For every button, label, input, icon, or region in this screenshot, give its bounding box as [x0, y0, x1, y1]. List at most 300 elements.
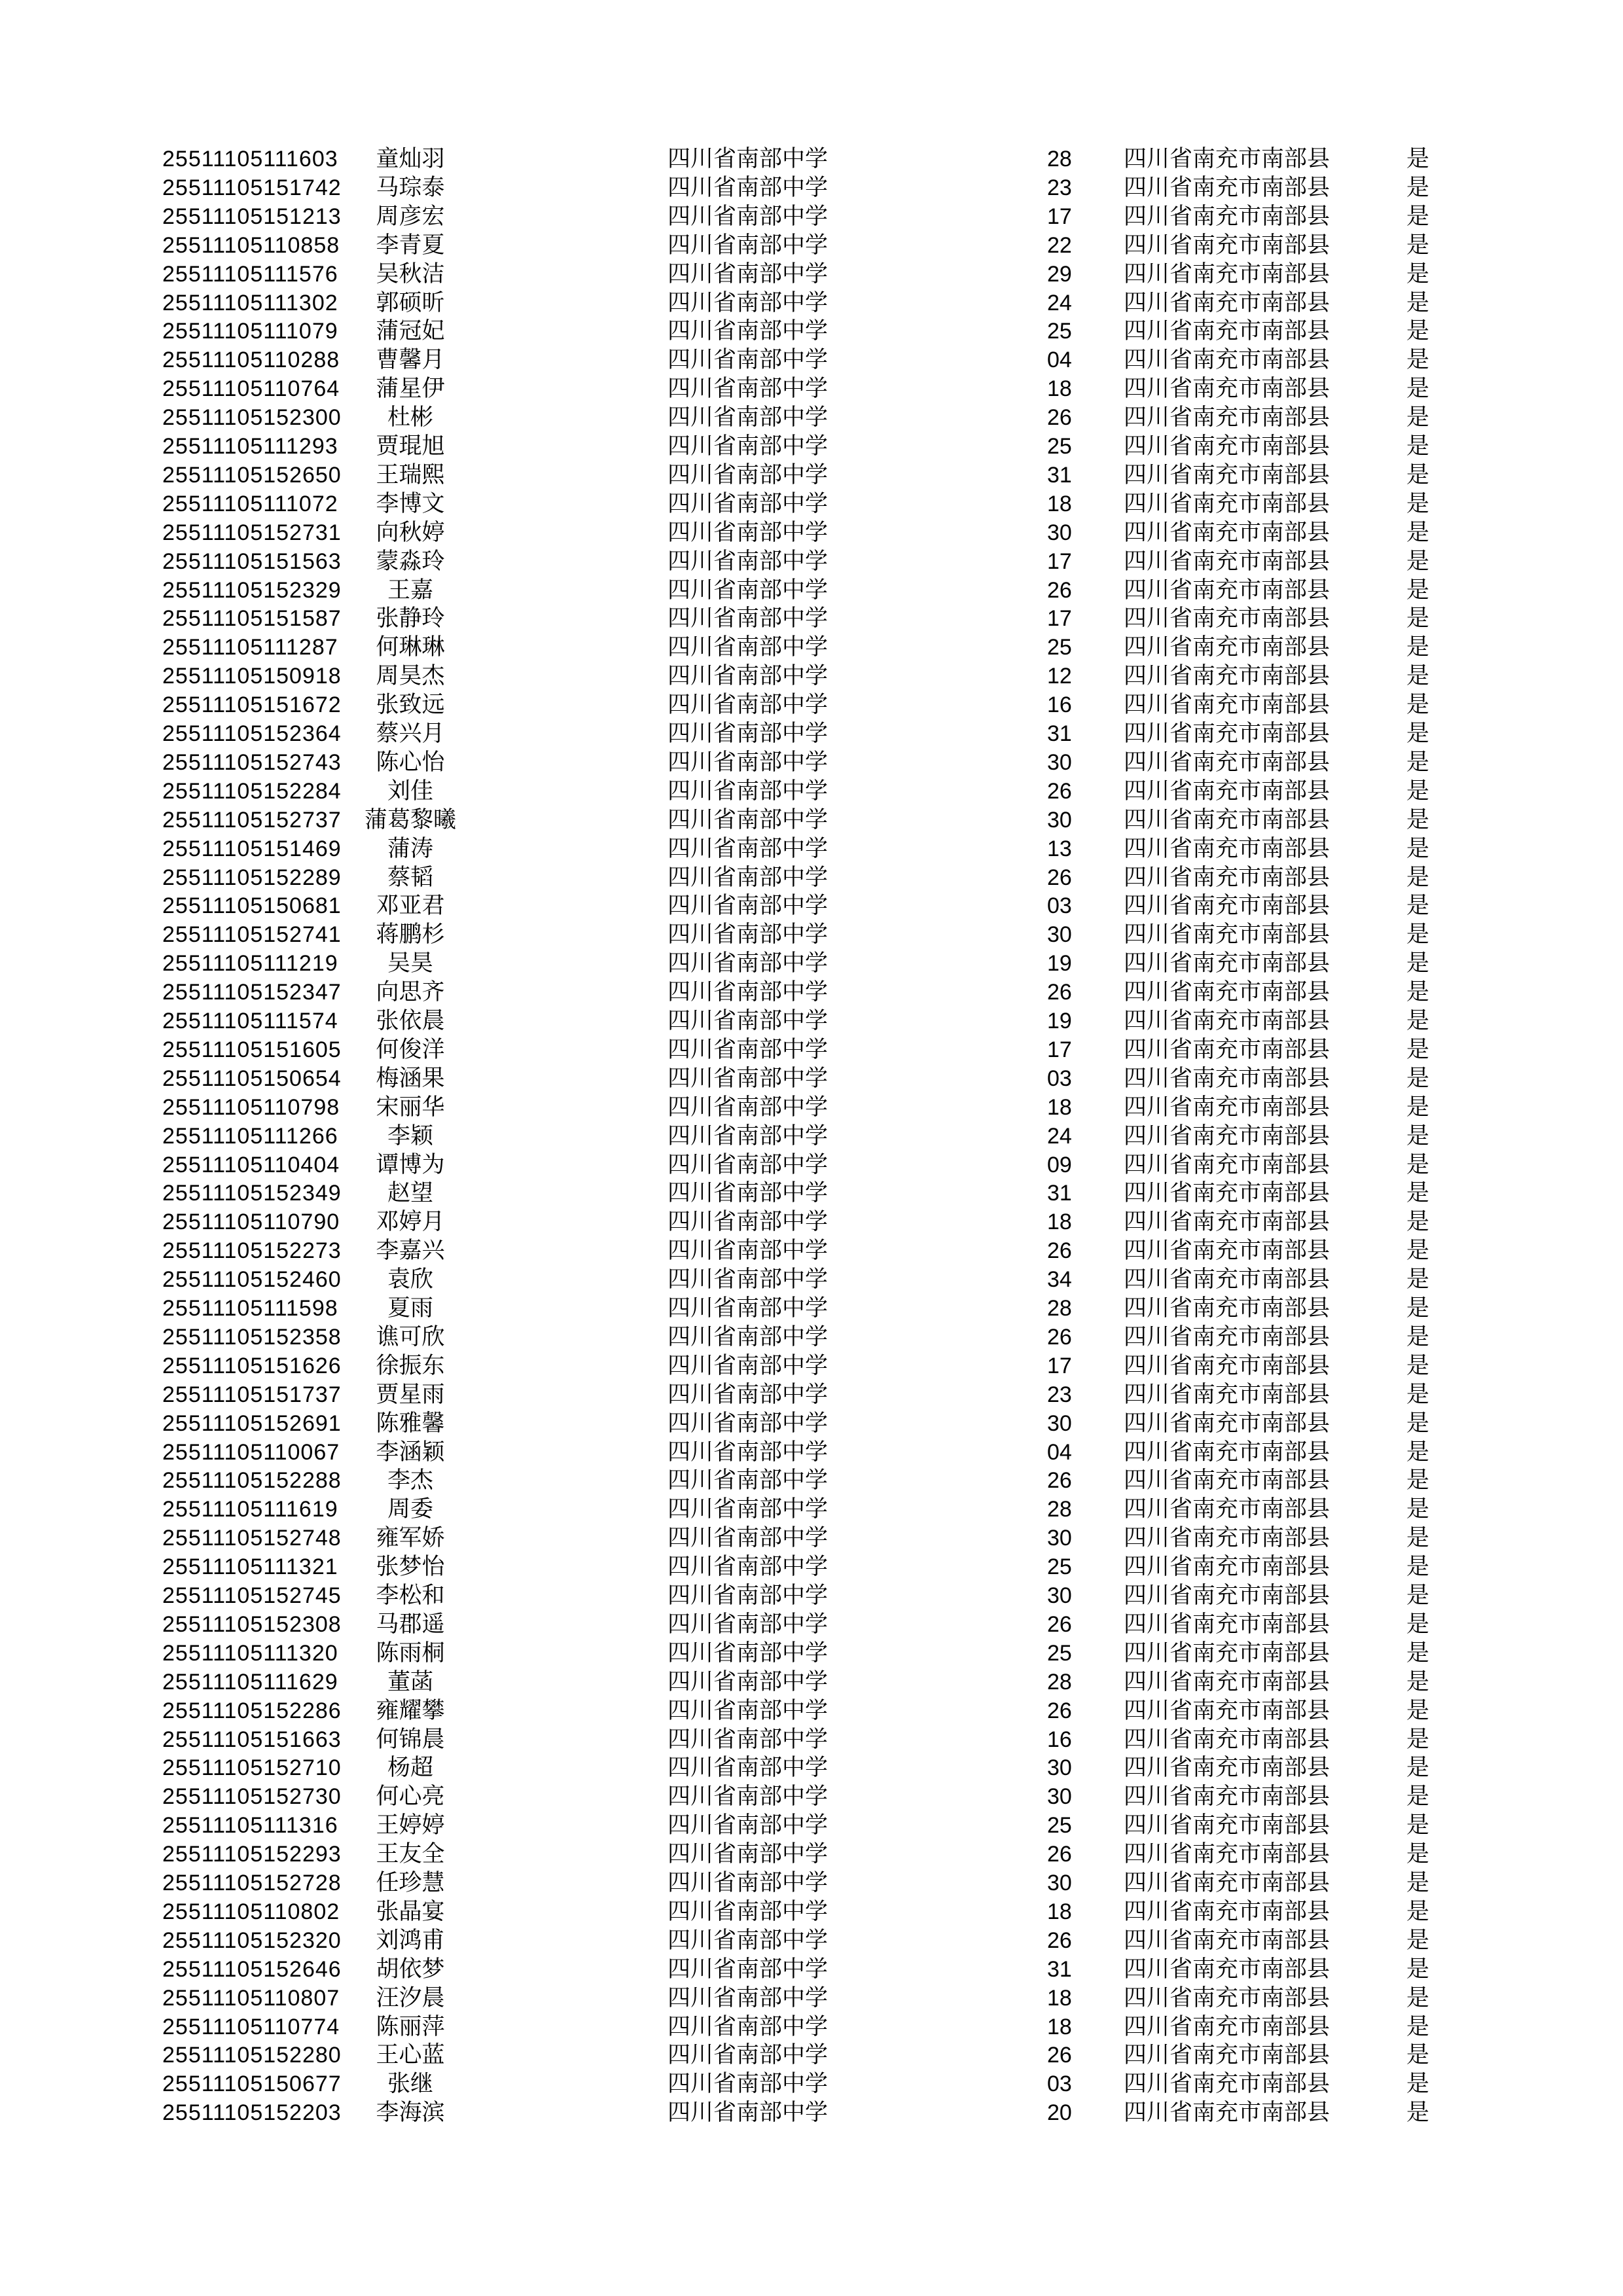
name-cell: 雍军娇: [376, 1525, 445, 1551]
flag-cell: 是: [1406, 1036, 1430, 1062]
flag-cell: 是: [1406, 1323, 1430, 1350]
table-row: [0, 461, 1623, 490]
table-row: [0, 518, 1623, 547]
exam-id-cell: 25511105111576: [162, 261, 338, 287]
school-cell: 四川省南部中学: [668, 1065, 829, 1091]
name-cell: 马琮泰: [376, 174, 445, 200]
exam-id-cell: 25511105110288: [162, 348, 340, 373]
name-cell: 张致远: [376, 692, 445, 718]
exam-id-cell: 25511105152203: [162, 2100, 342, 2126]
school-cell: 四川省南部中学: [668, 692, 829, 718]
exam-id-cell: 25511105152737: [162, 807, 342, 833]
flag-cell: 是: [1406, 1812, 1430, 1839]
school-cell: 四川省南部中学: [668, 376, 829, 402]
name-cell: 杨超: [387, 1755, 433, 1781]
table-row: [0, 289, 1623, 317]
flag-cell: 是: [1406, 1151, 1430, 1177]
score-cell: 12: [1047, 664, 1072, 689]
score-cell: 26: [1047, 865, 1072, 890]
score-cell: 25: [1047, 635, 1072, 660]
score-cell: 29: [1047, 261, 1072, 287]
score-cell: 24: [1047, 1123, 1072, 1149]
school-cell: 四川省南部中学: [668, 605, 829, 632]
exam-id-cell: 25511105151626: [162, 1353, 342, 1378]
name-cell: 贾琨旭: [376, 433, 445, 459]
exam-id-cell: 25511105151663: [162, 1727, 342, 1752]
exam-id-cell: 25511105152347: [162, 980, 342, 1005]
score-cell: 18: [1047, 1899, 1072, 1924]
district-cell: 四川省南充市南部县: [1124, 2100, 1330, 2126]
district-cell: 四川省南充市南部县: [1124, 864, 1330, 890]
district-cell: 四川省南充市南部县: [1124, 1812, 1330, 1839]
table-row: [0, 260, 1623, 289]
name-cell: 何心亮: [376, 1784, 445, 1810]
name-cell: 李嘉兴: [376, 1238, 445, 1264]
district-cell: 四川省南充市南部县: [1124, 1956, 1330, 1982]
school-cell: 四川省南部中学: [668, 1295, 829, 1321]
district-cell: 四川省南充市南部县: [1124, 2042, 1330, 2068]
school-cell: 四川省南部中学: [668, 1812, 829, 1839]
table-row: [0, 1007, 1623, 1035]
name-cell: 曹馨月: [376, 347, 445, 373]
score-cell: 26: [1047, 1468, 1072, 1494]
score-cell: 30: [1047, 922, 1072, 948]
table-row: [0, 1236, 1623, 1265]
exam-id-cell: 25511105152308: [162, 1611, 342, 1637]
score-cell: 26: [1047, 2043, 1072, 2068]
district-cell: 四川省南充市南部县: [1124, 1008, 1330, 1033]
exam-id-cell: 25511105151587: [162, 606, 342, 632]
district-cell: 四川省南充市南部县: [1124, 1266, 1330, 1293]
flag-cell: 是: [1406, 2042, 1430, 2068]
score-cell: 23: [1047, 175, 1072, 200]
district-cell: 四川省南充市南部县: [1124, 1927, 1330, 1953]
district-cell: 四川省南充市南部县: [1124, 721, 1330, 746]
name-cell: 赵望: [387, 1180, 433, 1206]
name-cell: 董菡: [387, 1668, 433, 1695]
district-cell: 四川省南充市南部县: [1124, 1238, 1330, 1264]
school-cell: 四川省南部中学: [668, 1094, 829, 1120]
name-cell: 雍耀攀: [376, 1697, 445, 1723]
school-cell: 四川省南部中学: [668, 203, 829, 229]
exam-id-cell: 25511105111619: [162, 1497, 338, 1522]
name-cell: 童灿羽: [376, 146, 445, 171]
flag-cell: 是: [1406, 1898, 1430, 1924]
exam-id-cell: 25511105152358: [162, 1324, 342, 1350]
exam-id-cell: 25511105152349: [162, 1181, 342, 1206]
exam-id-cell: 25511105152728: [162, 1871, 342, 1895]
school-cell: 四川省南部中学: [668, 433, 829, 459]
table-row: [0, 863, 1623, 892]
score-cell: 03: [1047, 2072, 1072, 2097]
school-cell: 四川省南部中学: [668, 1554, 829, 1580]
exam-id-cell: 25511105152646: [162, 1956, 342, 1982]
table-row: [0, 2013, 1623, 2041]
district-cell: 四川省南充市南部县: [1124, 1209, 1330, 1235]
table-row: [0, 173, 1623, 202]
name-cell: 夏雨: [387, 1295, 433, 1321]
school-cell: 四川省南部中学: [668, 1467, 829, 1494]
score-cell: 18: [1047, 1985, 1072, 2011]
district-cell: 四川省南充市南部县: [1124, 1870, 1330, 1895]
exam-id-cell: 25511105111072: [162, 491, 338, 516]
exam-id-cell: 25511105110404: [162, 1152, 340, 1177]
flag-cell: 是: [1406, 1640, 1430, 1666]
table-row: [0, 346, 1623, 374]
score-cell: 23: [1047, 1382, 1072, 1407]
exam-id-cell: 25511105110764: [162, 376, 340, 402]
school-cell: 四川省南部中学: [668, 1008, 829, 1033]
name-cell: 何琳琳: [376, 634, 445, 660]
name-cell: 王友全: [376, 1841, 445, 1867]
score-cell: 31: [1047, 1956, 1072, 1982]
table-row: [0, 1955, 1623, 1984]
score-cell: 30: [1047, 1784, 1072, 1810]
name-cell: 张梦怡: [376, 1554, 445, 1580]
exam-id-cell: 25511105152460: [162, 1267, 342, 1293]
table-row: [0, 1151, 1623, 1179]
flag-cell: 是: [1406, 1122, 1430, 1149]
score-cell: 34: [1047, 1267, 1072, 1293]
score-cell: 31: [1047, 1181, 1072, 1206]
score-cell: 26: [1047, 405, 1072, 431]
school-cell: 四川省南部中学: [668, 1640, 829, 1666]
name-cell: 张晶宴: [376, 1898, 445, 1924]
score-cell: 03: [1047, 1066, 1072, 1091]
school-cell: 四川省南部中学: [668, 2013, 829, 2039]
score-cell: 20: [1047, 2100, 1072, 2126]
score-cell: 26: [1047, 577, 1072, 603]
exam-id-cell: 25511105150654: [162, 1066, 342, 1091]
flag-cell: 是: [1406, 1841, 1430, 1867]
score-cell: 26: [1047, 778, 1072, 804]
school-cell: 四川省南部中学: [668, 519, 829, 545]
school-cell: 四川省南部中学: [668, 174, 829, 200]
exam-id-cell: 25511105111603: [162, 147, 338, 171]
exam-id-cell: 25511105151605: [162, 1037, 342, 1062]
table-row: [0, 1696, 1623, 1725]
name-cell: 蒲星伊: [376, 376, 445, 402]
flag-cell: 是: [1406, 318, 1430, 344]
exam-id-cell: 25511105152743: [162, 749, 342, 775]
flag-cell: 是: [1406, 1439, 1430, 1465]
score-cell: 16: [1047, 692, 1072, 718]
district-cell: 四川省南充市南部县: [1124, 232, 1330, 258]
school-cell: 四川省南部中学: [668, 1726, 829, 1752]
school-cell: 四川省南部中学: [668, 634, 829, 660]
district-cell: 四川省南充市南部县: [1124, 634, 1330, 660]
district-cell: 四川省南充市南部县: [1124, 893, 1330, 919]
flag-cell: 是: [1406, 461, 1430, 488]
score-cell: 04: [1047, 348, 1072, 373]
exam-id-cell: 25511105152300: [162, 405, 342, 431]
table-row: [0, 1782, 1623, 1811]
exam-id-cell: 25511105111219: [162, 951, 338, 977]
name-cell: 周委: [387, 1496, 433, 1522]
exam-id-cell: 25511105152273: [162, 1238, 342, 1264]
score-cell: 28: [1047, 1669, 1072, 1695]
score-cell: 19: [1047, 1009, 1072, 1033]
flag-cell: 是: [1406, 1984, 1430, 2011]
school-cell: 四川省南部中学: [668, 749, 829, 775]
flag-cell: 是: [1406, 922, 1430, 948]
table-row: [0, 1438, 1623, 1467]
score-cell: 26: [1047, 1611, 1072, 1637]
flag-cell: 是: [1406, 577, 1430, 603]
exam-id-cell: 25511105111316: [162, 1813, 338, 1839]
district-cell: 四川省南充市南部县: [1124, 1898, 1330, 1924]
exam-id-cell: 25511105151672: [162, 692, 342, 718]
name-cell: 徐振东: [376, 1352, 445, 1378]
district-cell: 四川省南充市南部县: [1124, 1094, 1330, 1120]
score-cell: 30: [1047, 749, 1072, 775]
flag-cell: 是: [1406, 1008, 1430, 1033]
school-cell: 四川省南部中学: [668, 1180, 829, 1206]
district-cell: 四川省南充市南部县: [1124, 203, 1330, 229]
table-row: [0, 1581, 1623, 1610]
flag-cell: 是: [1406, 721, 1430, 746]
table-row: [0, 1495, 1623, 1524]
flag-cell: 是: [1406, 174, 1430, 200]
flag-cell: 是: [1406, 1352, 1430, 1378]
school-cell: 四川省南部中学: [668, 1611, 829, 1637]
flag-cell: 是: [1406, 749, 1430, 775]
district-cell: 四川省南充市南部县: [1124, 318, 1330, 344]
exam-id-cell: 25511105152284: [162, 778, 342, 804]
table-row: [0, 231, 1623, 260]
name-cell: 刘佳: [387, 778, 433, 804]
table-row: [0, 1265, 1623, 1294]
name-cell: 李青夏: [376, 232, 445, 258]
table-row: [0, 2098, 1623, 2127]
table-row: [0, 1294, 1623, 1323]
flag-cell: 是: [1406, 203, 1430, 229]
table-row: [0, 949, 1623, 978]
exam-id-cell: 25511105110807: [162, 1985, 340, 2011]
flag-cell: 是: [1406, 2071, 1430, 2097]
exam-id-cell: 25511105110798: [162, 1094, 340, 1120]
name-cell: 张依晨: [376, 1008, 445, 1033]
name-cell: 贾星雨: [376, 1381, 445, 1407]
flag-cell: 是: [1406, 663, 1430, 689]
school-cell: 四川省南部中学: [668, 835, 829, 861]
school-cell: 四川省南部中学: [668, 950, 829, 977]
district-cell: 四川省南充市南部县: [1124, 806, 1330, 833]
name-cell: 周彦宏: [376, 203, 445, 229]
table-row: [0, 1610, 1623, 1639]
table-row: [0, 1093, 1623, 1122]
exam-id-cell: 25511105111266: [162, 1123, 338, 1149]
table-row: [0, 748, 1623, 777]
name-cell: 蒲葛黎曦: [364, 806, 456, 833]
flag-cell: 是: [1406, 1956, 1430, 1982]
table-row: [0, 145, 1623, 173]
exam-id-cell: 25511105111320: [162, 1640, 338, 1666]
school-cell: 四川省南部中学: [668, 778, 829, 804]
score-cell: 04: [1047, 1439, 1072, 1465]
name-cell: 郭硕昕: [376, 289, 445, 315]
flag-cell: 是: [1406, 1209, 1430, 1235]
table-row: [0, 1984, 1623, 2013]
school-cell: 四川省南部中学: [668, 577, 829, 603]
district-cell: 四川省南充市南部县: [1124, 1784, 1330, 1810]
flag-cell: 是: [1406, 404, 1430, 431]
table-row: [0, 2041, 1623, 2070]
exam-id-cell: 25511105111079: [162, 319, 338, 344]
exam-id-cell: 25511105111302: [162, 290, 338, 315]
school-cell: 四川省南部中学: [668, 979, 829, 1005]
district-cell: 四川省南充市南部县: [1124, 605, 1330, 632]
flag-cell: 是: [1406, 692, 1430, 718]
name-cell: 蒲冠妃: [376, 318, 445, 344]
name-cell: 梅涵果: [376, 1065, 445, 1091]
school-cell: 四川省南部中学: [668, 1381, 829, 1407]
district-cell: 四川省南充市南部县: [1124, 2013, 1330, 2039]
flag-cell: 是: [1406, 548, 1430, 574]
district-cell: 四川省南充市南部县: [1124, 1151, 1330, 1177]
exam-id-cell: 25511105152710: [162, 1755, 342, 1781]
district-cell: 四川省南充市南部县: [1124, 1180, 1330, 1206]
name-cell: 何锦晨: [376, 1726, 445, 1752]
district-cell: 四川省南充市南部县: [1124, 1611, 1330, 1637]
table-row: [0, 490, 1623, 518]
name-cell: 袁欣: [387, 1266, 433, 1293]
flag-cell: 是: [1406, 1726, 1430, 1752]
table-row: [0, 1869, 1623, 1897]
school-cell: 四川省南部中学: [668, 260, 829, 287]
district-cell: 四川省南充市南部县: [1124, 1065, 1330, 1091]
table-row: [0, 1466, 1623, 1495]
exam-id-cell: 25511105111287: [162, 635, 338, 660]
flag-cell: 是: [1406, 806, 1430, 833]
table-row: [0, 202, 1623, 231]
flag-cell: 是: [1406, 1410, 1430, 1436]
score-cell: 18: [1047, 376, 1072, 402]
exam-id-cell: 25511105152741: [162, 922, 342, 948]
school-cell: 四川省南部中学: [668, 1784, 829, 1810]
district-cell: 四川省南充市南部县: [1124, 1352, 1330, 1378]
exam-id-cell: 25511105151737: [162, 1382, 342, 1407]
exam-id-cell: 25511105152280: [162, 2043, 342, 2068]
district-cell: 四川省南充市南部县: [1124, 1668, 1330, 1695]
name-cell: 王心蓝: [376, 2042, 445, 2068]
flag-cell: 是: [1406, 1583, 1430, 1608]
table-row: [0, 806, 1623, 834]
district-cell: 四川省南充市南部县: [1124, 146, 1330, 171]
score-cell: 03: [1047, 893, 1072, 919]
score-cell: 30: [1047, 520, 1072, 545]
name-cell: 陈雅馨: [376, 1410, 445, 1436]
school-cell: 四川省南部中学: [668, 2071, 829, 2097]
flag-cell: 是: [1406, 1525, 1430, 1551]
exam-id-cell: 25511105111598: [162, 1296, 338, 1321]
table-row: [0, 1208, 1623, 1236]
score-cell: 30: [1047, 807, 1072, 833]
school-cell: 四川省南部中学: [668, 461, 829, 488]
exam-id-cell: 25511105110858: [162, 232, 340, 258]
table-row: [0, 1409, 1623, 1438]
name-cell: 蒙淼玲: [376, 548, 445, 574]
school-cell: 四川省南部中学: [668, 806, 829, 833]
flag-cell: 是: [1406, 1266, 1430, 1293]
exam-id-cell: 25511105111321: [162, 1554, 338, 1580]
table-row: [0, 1840, 1623, 1869]
district-cell: 四川省南充市南部县: [1124, 347, 1330, 373]
district-cell: 四川省南充市南部县: [1124, 1554, 1330, 1580]
flag-cell: 是: [1406, 1467, 1430, 1494]
table-row: [0, 1524, 1623, 1552]
flag-cell: 是: [1406, 634, 1430, 660]
exam-id-cell: 25511105111574: [162, 1009, 338, 1033]
school-cell: 四川省南部中学: [668, 1583, 829, 1608]
exam-id-cell: 25511105152364: [162, 721, 342, 746]
district-cell: 四川省南充市南部县: [1124, 260, 1330, 287]
school-cell: 四川省南部中学: [668, 146, 829, 171]
score-cell: 22: [1047, 232, 1072, 258]
school-cell: 四川省南部中学: [668, 922, 829, 948]
district-cell: 四川省南充市南部县: [1124, 433, 1330, 459]
score-cell: 16: [1047, 1727, 1072, 1752]
district-cell: 四川省南充市南部县: [1124, 404, 1330, 431]
name-cell: 汪汐晨: [376, 1984, 445, 2011]
school-cell: 四川省南部中学: [668, 2042, 829, 2068]
flag-cell: 是: [1406, 950, 1430, 977]
score-cell: 17: [1047, 1353, 1072, 1378]
district-cell: 四川省南充市南部县: [1124, 548, 1330, 574]
school-cell: 四川省南部中学: [668, 1668, 829, 1695]
exam-id-cell: 25511105151563: [162, 548, 342, 574]
name-cell: 何俊洋: [376, 1036, 445, 1062]
table-row: [0, 547, 1623, 576]
name-cell: 陈雨桐: [376, 1640, 445, 1666]
score-cell: 25: [1047, 434, 1072, 459]
exam-id-cell: 25511105152329: [162, 577, 342, 603]
district-cell: 四川省南充市南部县: [1124, 1381, 1330, 1407]
name-cell: 任珍慧: [376, 1870, 445, 1895]
school-cell: 四川省南部中学: [668, 1266, 829, 1293]
name-cell: 李颖: [387, 1122, 433, 1149]
flag-cell: 是: [1406, 835, 1430, 861]
score-cell: 25: [1047, 1640, 1072, 1666]
flag-cell: 是: [1406, 1496, 1430, 1522]
table-row: [0, 1064, 1623, 1093]
school-cell: 四川省南部中学: [668, 318, 829, 344]
name-cell: 李涵颖: [376, 1439, 445, 1465]
score-cell: 18: [1047, 2014, 1072, 2039]
district-cell: 四川省南充市南部县: [1124, 1467, 1330, 1494]
district-cell: 四川省南充市南部县: [1124, 519, 1330, 545]
score-cell: 13: [1047, 836, 1072, 861]
school-cell: 四川省南部中学: [668, 1525, 829, 1551]
district-cell: 四川省南充市南部县: [1124, 2071, 1330, 2097]
flag-cell: 是: [1406, 1927, 1430, 1953]
district-cell: 四川省南充市南部县: [1124, 1583, 1330, 1608]
exam-id-cell: 25511105151742: [162, 175, 342, 200]
table-row: [0, 920, 1623, 949]
flag-cell: 是: [1406, 1611, 1430, 1637]
school-cell: 四川省南部中学: [668, 663, 829, 689]
district-cell: 四川省南充市南部县: [1124, 979, 1330, 1005]
district-cell: 四川省南充市南部县: [1124, 950, 1330, 977]
flag-cell: 是: [1406, 490, 1430, 516]
flag-cell: 是: [1406, 893, 1430, 919]
name-cell: 谭博为: [376, 1151, 445, 1177]
table-row: [0, 1753, 1623, 1782]
exam-id-cell: 25511105152289: [162, 865, 342, 890]
school-cell: 四川省南部中学: [668, 1352, 829, 1378]
exam-id-cell: 25511105111293: [162, 434, 338, 459]
school-cell: 四川省南部中学: [668, 404, 829, 431]
